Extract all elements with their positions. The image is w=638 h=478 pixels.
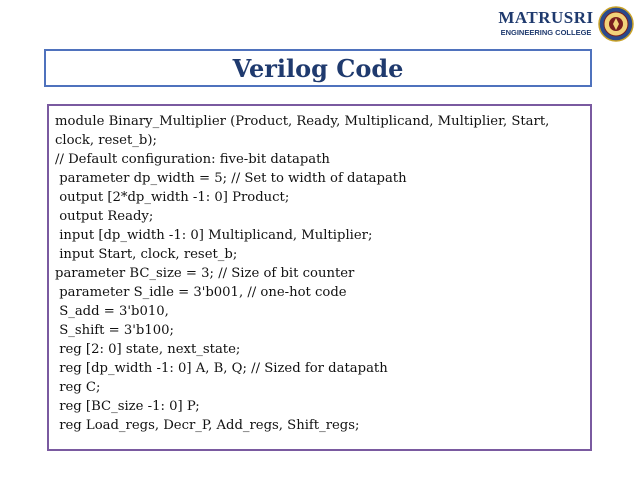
slide-title-box: [44, 49, 592, 87]
slide-title: Verilog Code: [232, 53, 404, 83]
code-line: output [2*dp_width -1: 0] Product;: [55, 190, 290, 205]
code-line: reg [BC_size -1: 0] P;: [55, 399, 200, 414]
college-branding: [482, 6, 632, 44]
code-line: module Binary_Multiplier (Product, Ready, Multiplicand, Multiplier, Start,: [55, 114, 550, 129]
code-block: [47, 104, 592, 451]
code-line: input [dp_width -1: 0] Multiplicand, Multiplier;: [55, 228, 373, 243]
code-line: parameter dp_width = 5; // Set to width of datapath: [55, 171, 407, 186]
code-line: parameter S_idle = 3'b001, // one-hot code: [55, 285, 347, 300]
college-name: MATRUSRI: [498, 8, 594, 27]
code-line: S_shift = 3'b100;: [55, 323, 174, 338]
college-seal-icon: [598, 6, 634, 42]
code-line: input Start, clock, reset_b;: [55, 247, 238, 262]
college-subtitle: ENGINEERING COLLEGE: [500, 28, 592, 37]
code-line: reg [dp_width -1: 0] A, B, Q; // Sized for datapath: [55, 361, 388, 376]
code-line: reg [2: 0] state, next_state;: [55, 342, 241, 357]
code-line: parameter BC_size = 3; // Size of bit counter: [55, 266, 355, 281]
code-line: // Default configuration: five-bit datapath: [55, 152, 330, 167]
code-line: reg Load_regs, Decr_P, Add_regs, Shift_regs;: [55, 418, 360, 433]
code-line: output Ready;: [55, 209, 154, 224]
code-line: reg C;: [55, 380, 101, 395]
code-line: S_add = 3'b010,: [55, 304, 169, 319]
code-line: clock, reset_b);: [55, 133, 157, 148]
